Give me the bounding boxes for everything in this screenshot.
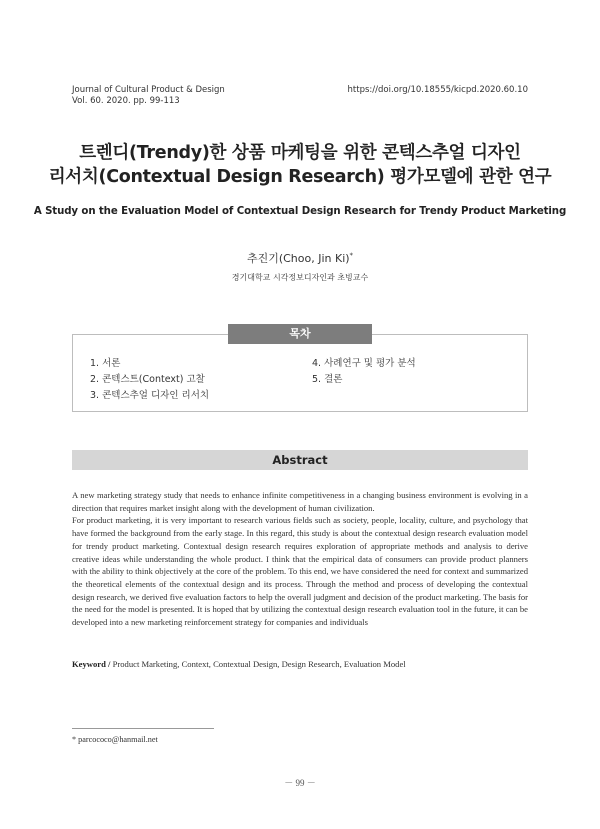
toc-item: 5. 결론 (312, 374, 343, 385)
toc-item: 4. 사례연구 및 평가 분석 (312, 358, 416, 369)
toc-left-column (90, 356, 209, 404)
author-name: 추진기(Choo, Jin Ki) (246, 252, 350, 265)
page-number: － 99 － (284, 778, 316, 788)
footnote (72, 735, 158, 744)
author-footnote-marker: * (349, 251, 354, 260)
toc-title: 목차 (228, 324, 372, 344)
footnote-email: parcococo@hanmail.net (78, 735, 158, 744)
abstract-heading: Abstract (72, 450, 528, 470)
keywords (72, 659, 528, 669)
footnote-marker: * (72, 735, 77, 744)
korean-title (0, 141, 600, 189)
korean-title-line-1: 트렌디(Trendy)한 상품 마케팅을 위한 콘텍스추얼 디자인 (79, 143, 521, 163)
korean-title-line-2: 리서치(Contextual Design Research) 평가모델에 관한 연구 (48, 167, 552, 187)
abstract-body (72, 489, 528, 629)
doi-link[interactable]: https://doi.org/10.18555/kicpd.2020.60.10 (347, 85, 528, 95)
toc-item: 2. 콘텍스트(Context) 고찰 (90, 374, 205, 385)
keyword-list: Product Marketing, Context, Contextual Design, Design Research, Evaluation Model (112, 659, 406, 669)
toc-right-column (312, 356, 416, 388)
journal-name: Journal of Cultural Product & Design (72, 85, 225, 95)
abstract-paragraph: For product marketing, it is very important to research various fields such as society, people, locality, culture, and psychology that have formed the background from the early stage. In this regard, this study is about the contextual design research evaluation model for trendy product marketing. Contextual design research requires exploration of appropriate methods and analysis to derive creative ideas while understanding the whole product. I think that the empirical data of consumers can provide product planners with the ability to think objectively at the core of the problem. To this end, we have considered the need for context and summarized the theoretical elements of the contextual design and its process. Through the method and process of developing the contextual design research, we derived five evaluation factors to help the overall judgment and decision of the product marketing. The basis for the need for the model is presented. It is hoped that by utilizing the contextual design research evaluation tool in the future, it can be developed into a new marketing reinforcement strategy for companies and individuals (72, 515, 528, 628)
english-title: A Study on the Evaluation Model of Contextual Design Research for Trendy Product Marketing (33, 206, 567, 217)
journal-volume: Vol. 60. 2020. pp. 99-113 (72, 96, 180, 106)
keyword-label: Keyword / (72, 659, 111, 669)
author-line (0, 250, 600, 266)
abstract-paragraph: A new marketing strategy study that needs to enhance infinite competitiveness in a changing business environment is evolving in a direction that requires market insight along with the development of human civilization. (72, 490, 528, 513)
footnote-divider (72, 728, 214, 729)
author-affiliation: 경기대학교 시각정보디자인과 초빙교수 (231, 273, 369, 282)
toc-item: 3. 콘텍스추얼 디자인 리서치 (90, 390, 210, 401)
journal-header (72, 85, 225, 107)
toc-item: 1. 서론 (90, 358, 121, 369)
